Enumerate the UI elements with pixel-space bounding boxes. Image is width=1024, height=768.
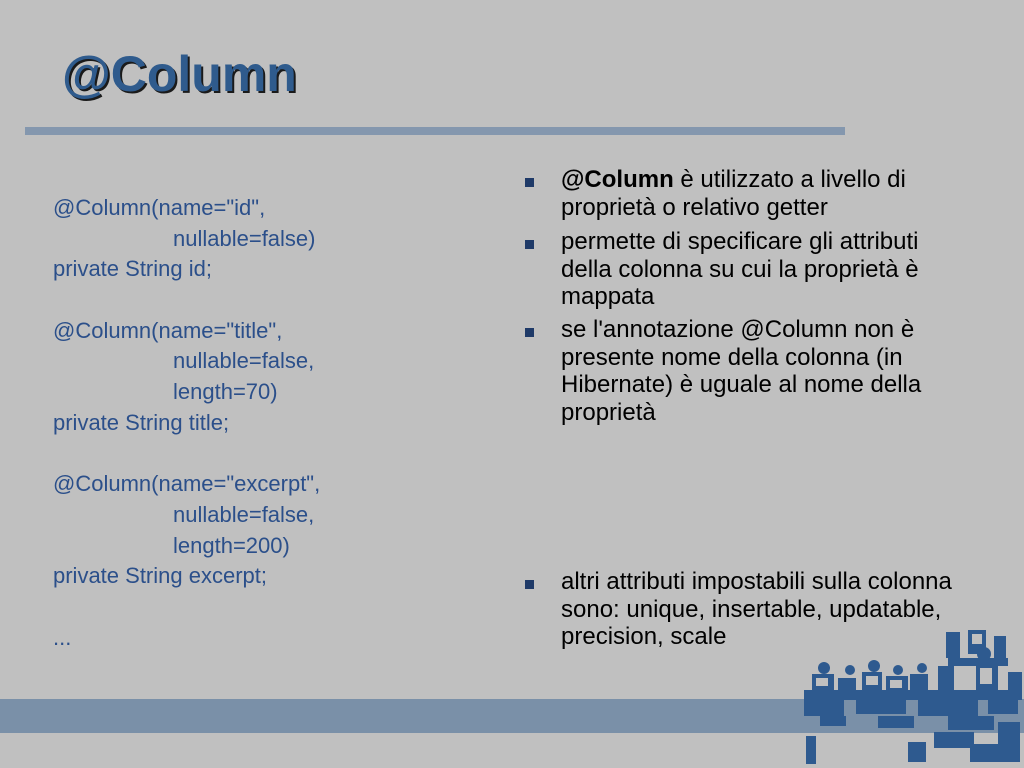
code-sample	[53, 193, 473, 653]
bullet-body: permette di specificare gli attributi della colonna su cui la proprietà è mappata	[561, 228, 919, 310]
bullet-bold-term: @Column	[561, 166, 674, 193]
bullet-body: se l'annotazione @Column non è presente nome della colonna (in Hibernate) è uguale al nome della proprietà	[561, 316, 922, 426]
bullet-square-icon	[525, 240, 534, 249]
code-line: private String id;	[53, 256, 212, 282]
code-line: nullable=false,	[173, 348, 315, 374]
bullet-item	[522, 316, 972, 426]
code-line: @Column(name="title",	[53, 317, 283, 343]
bullet-square-icon	[525, 328, 534, 337]
bullet-item	[522, 166, 972, 221]
bullet-text	[561, 316, 972, 426]
slide-title: @Column	[62, 46, 297, 102]
code-line: length=70)	[173, 379, 278, 405]
code-line	[53, 439, 473, 470]
code-line: private String title;	[53, 409, 230, 435]
code-line: nullable=false,	[173, 501, 315, 527]
code-line: ...	[53, 624, 72, 650]
bullet-item	[522, 228, 972, 311]
code-line	[53, 592, 473, 623]
code-line: private String excerpt;	[53, 563, 267, 589]
title-divider	[25, 127, 845, 135]
bullet-body: è utilizzato a livello di proprietà o relativo getter	[561, 166, 906, 221]
code-line: @Column(name="excerpt",	[53, 471, 321, 497]
bullet-square-icon	[525, 178, 534, 187]
bullet-body: altri attributi impostabili sulla colonna sono: unique, insertable, updatable, precision, scale	[561, 568, 952, 650]
code-line: length=200)	[173, 532, 290, 558]
code-line	[53, 285, 473, 316]
bullet-square-icon	[525, 580, 534, 589]
bullet-text	[561, 166, 972, 221]
bullet-text	[561, 228, 972, 311]
code-line: nullable=false)	[173, 225, 316, 251]
code-line: @Column(name="id",	[53, 195, 266, 220]
office-people-illustration	[798, 626, 1024, 768]
